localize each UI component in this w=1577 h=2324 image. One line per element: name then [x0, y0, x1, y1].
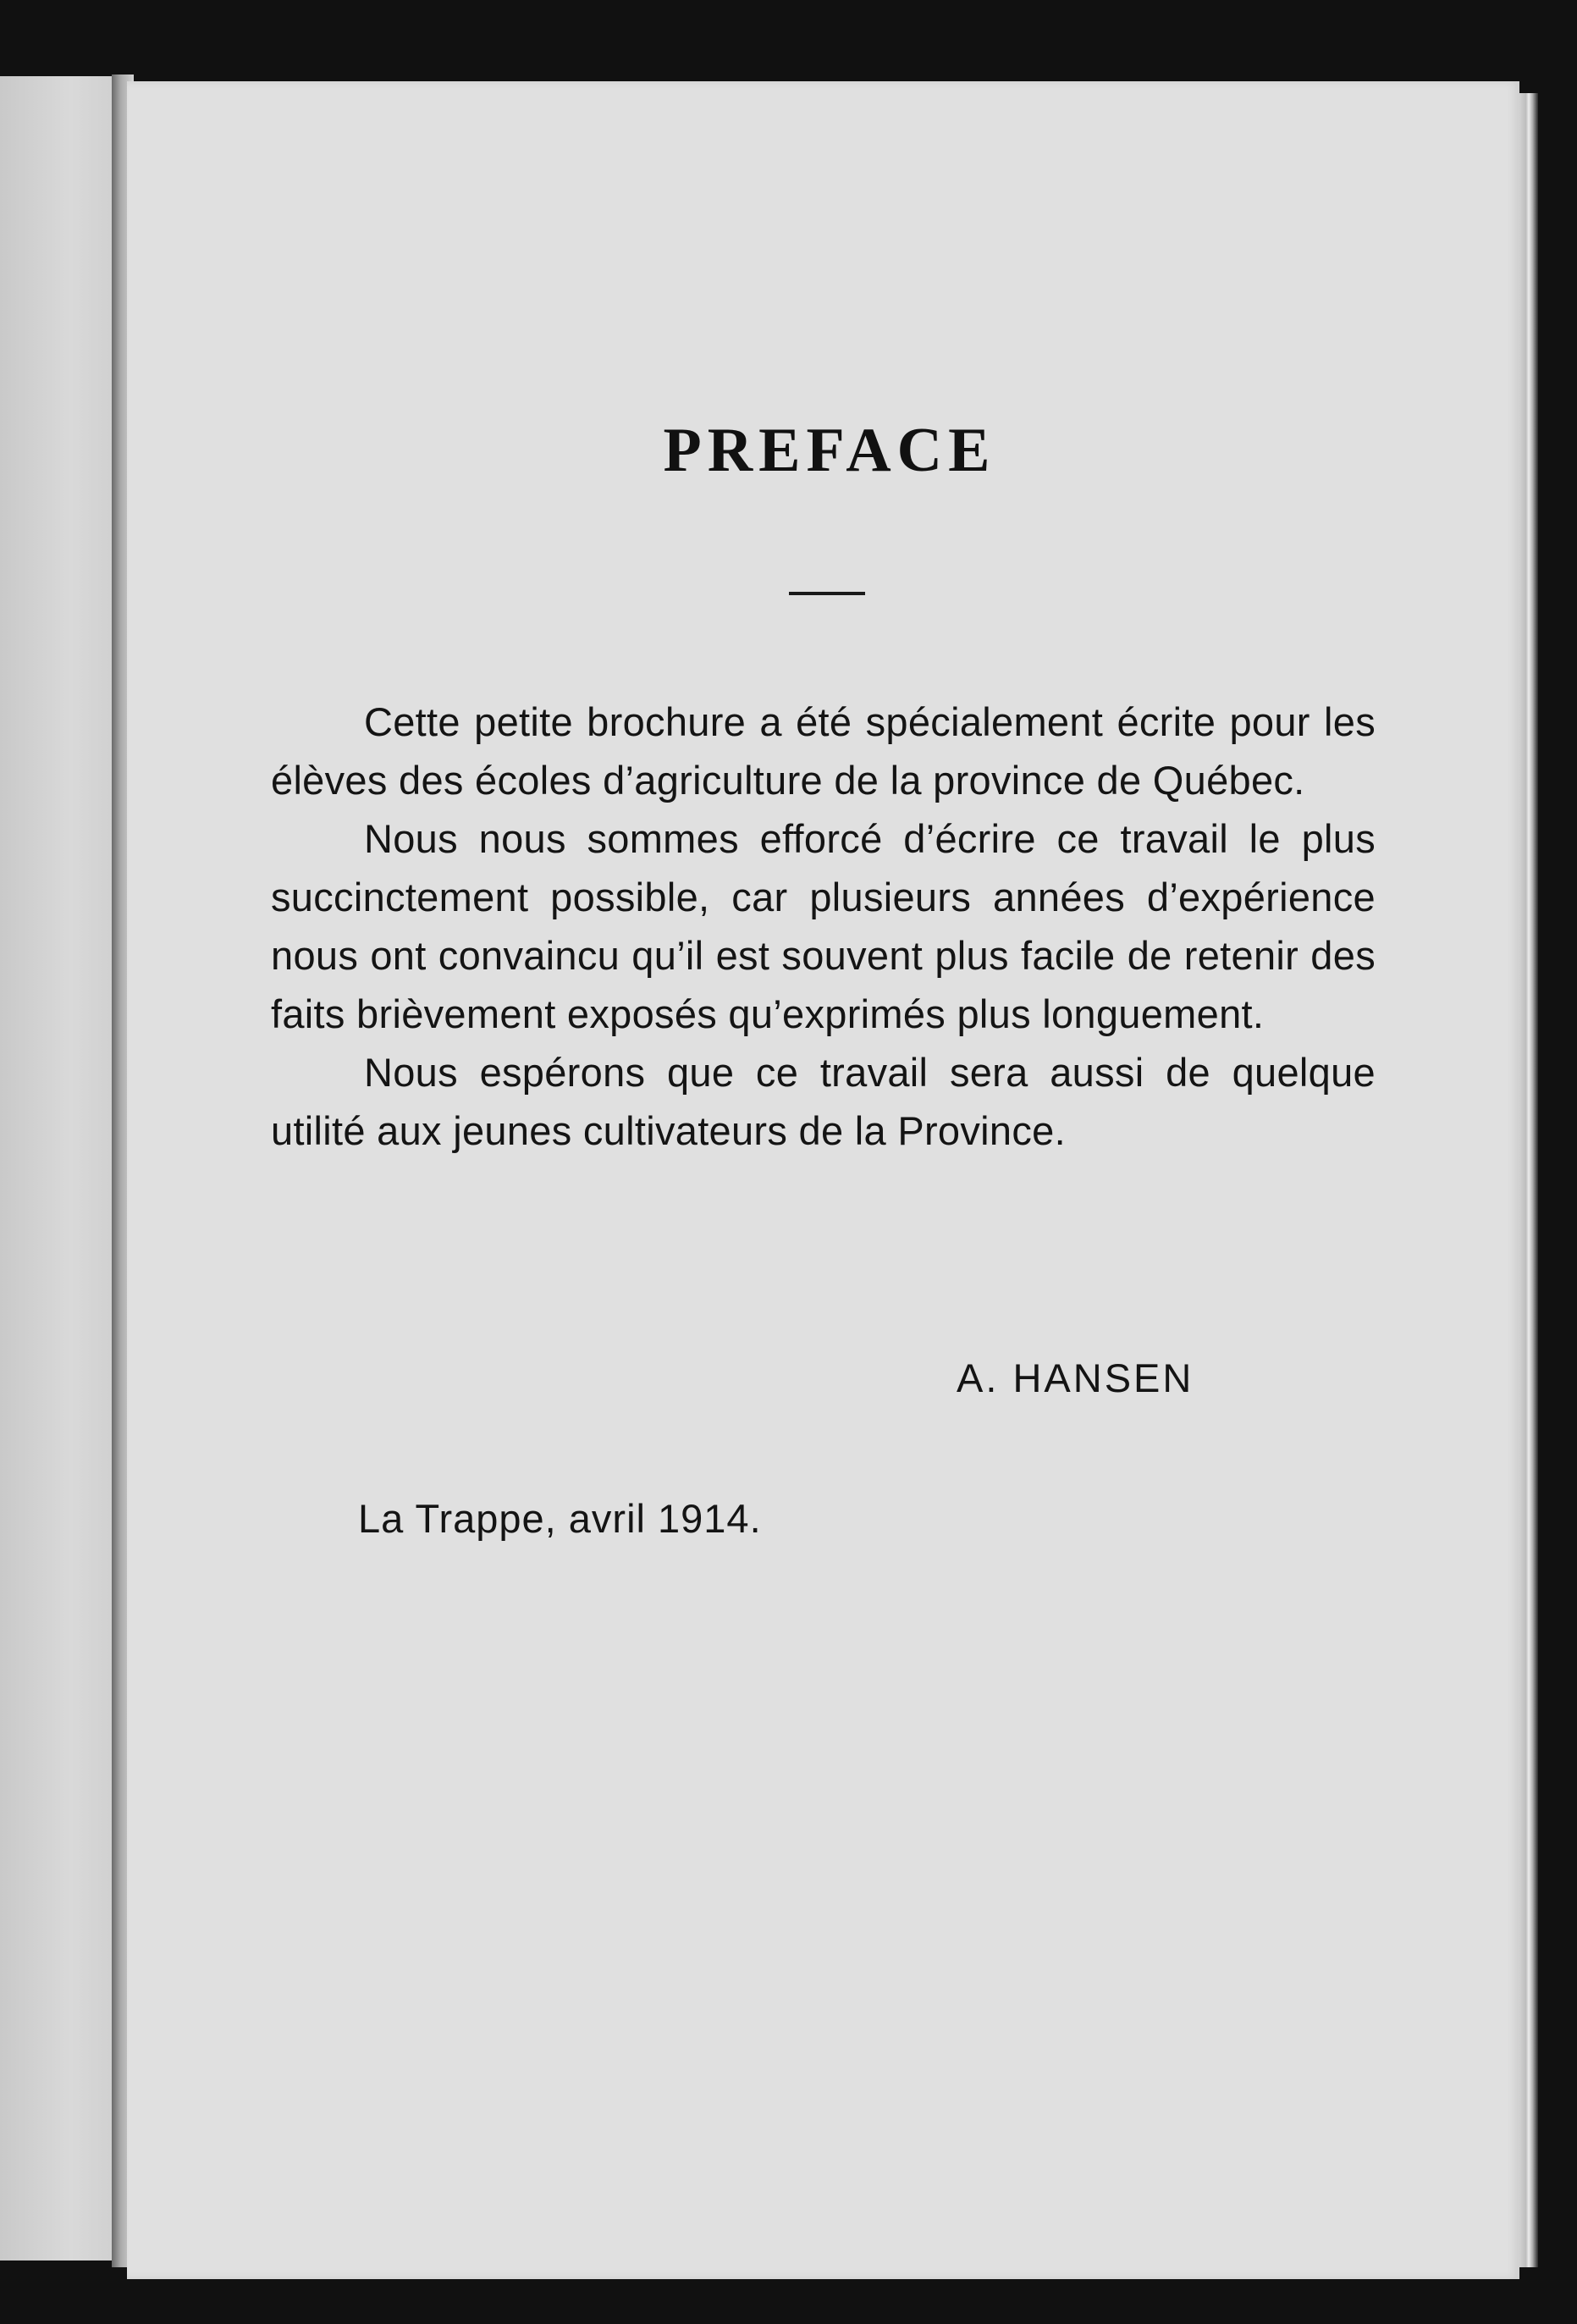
preface-page: [127, 81, 1519, 2279]
title-divider: [789, 592, 865, 595]
paragraph: Nous espérons que ce travail sera aussi de quelque utilité aux jeunes cultivateurs de la Province.: [271, 1050, 1376, 1153]
place-and-date: La Trappe, avril 1914.: [358, 1496, 762, 1541]
left-page-edge: [0, 76, 119, 2261]
author-signature: A. HANSEN: [957, 1355, 1194, 1400]
paragraph: Nous nous sommes efforcé d’écrire ce travail le plus succinctement possible, car plusieurs années d’expérience nous ont convaincu qu’il est souvent plus facile de retenir des faits brièvement exposés qu’exprimés plus longuement.: [271, 816, 1376, 1036]
preface-body: [271, 693, 1376, 1160]
paragraph: Cette petite brochure a été spécialement écrite pour les élèves des écoles d’agriculture de la province de Québec.: [271, 699, 1376, 803]
page-title: PREFACE: [663, 416, 996, 485]
